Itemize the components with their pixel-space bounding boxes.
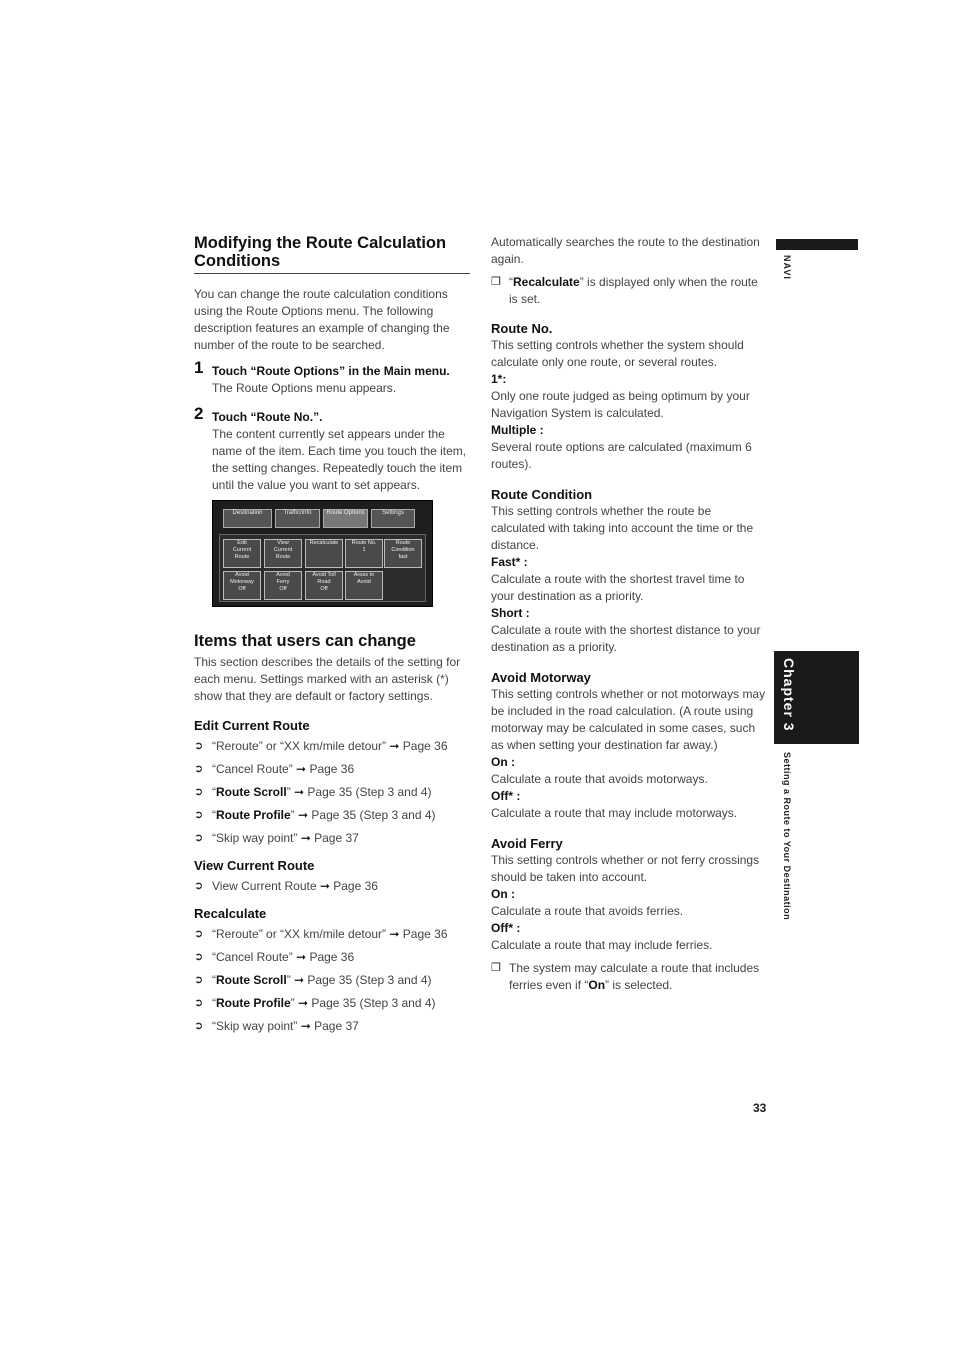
recalc-note — [491, 274, 767, 308]
reference-text: View Current Route — [212, 879, 320, 893]
reference-item — [194, 878, 470, 895]
page-arrow-icon: ➞ — [296, 762, 307, 776]
tab-destination: Destination — [223, 509, 272, 528]
page-reference: Page 37 — [310, 1019, 359, 1033]
page-reference: Page 35 (Step 3 and 4) — [304, 973, 432, 987]
note-icon: ❒ — [491, 962, 501, 974]
reference-arrow-icon: ➲ — [194, 880, 204, 892]
reference-item — [194, 830, 470, 847]
navi-label: NAVI — [782, 255, 792, 280]
left-column — [194, 234, 470, 1041]
tab-route-options: Route Options — [323, 509, 368, 528]
reference-item — [194, 784, 470, 801]
avoid-motorway-heading: Avoid Motorway — [491, 670, 591, 685]
intro-paragraph: You can change the route calculation conditions using the Route Options menu. The following description features an example of changing the number of the route to be searched. — [194, 287, 450, 352]
reference-bold-text: Route Profile — [216, 996, 291, 1010]
reference-item — [194, 995, 470, 1012]
reference-bold-text: Route Profile — [216, 808, 291, 822]
reference-text: ” — [290, 996, 299, 1010]
reference-text: “ — [212, 973, 216, 987]
step-description: The content currently set appears under the name of the item. Each time you touch the item, the setting changes. Repeatedly touch the item until the value you want to set appears. — [212, 427, 467, 492]
option-label: Off* : — [491, 921, 521, 935]
page-arrow-icon: ➞ — [294, 785, 305, 799]
reference-text: ” — [286, 973, 295, 987]
step-title: Touch “Route Options” in the Main menu. — [212, 364, 450, 378]
page-arrow-icon: ➞ — [296, 950, 307, 964]
avoid-ferry-description: This setting controls whether or not ferry crossings should be taken into account. — [491, 853, 760, 884]
note-icon: ❒ — [491, 276, 501, 288]
page-arrow-icon: ➞ — [389, 927, 400, 941]
option-label: Multiple : — [491, 423, 544, 437]
note-text: ” is displayed only when the route is set. — [509, 275, 758, 306]
avoid-motorway-description: This setting controls whether or not motorways may be included in the road calculation. (A route using motorway may be calculated in some cases, such as when setting your destination far away.) — [491, 687, 766, 752]
route-no-description: This setting controls whether the system should calculate only one route, or several routes. — [491, 338, 744, 369]
reference-text: “ — [212, 785, 216, 799]
route-condition-description: This setting controls whether the route be calculated with taking into account the time or the distance. — [491, 504, 754, 552]
page-reference: Page 36 — [399, 739, 448, 753]
page-reference: Page 35 (Step 3 and 4) — [308, 808, 436, 822]
section-heading: Modifying the Route Calculation Conditions — [194, 234, 470, 274]
option-description: Only one route judged as being optimum by your Navigation System is calculated. — [491, 389, 750, 420]
option-label: On : — [491, 755, 515, 769]
route-condition-button: Route Condition fast — [384, 539, 422, 568]
reference-text: ” — [290, 808, 299, 822]
note-text: “ — [509, 275, 513, 289]
avoid-ferry-button: Avoid Ferry Off — [264, 571, 302, 600]
reference-arrow-icon: ➲ — [194, 740, 204, 752]
section-side-title: Setting a Route to Your Destination — [782, 752, 792, 921]
step-2 — [194, 404, 470, 607]
reference-item — [194, 949, 470, 966]
page-reference: Page 36 — [399, 927, 448, 941]
avoid-motorway-button: Avoid Motorway Off — [223, 571, 261, 600]
step-number: 1 — [194, 358, 204, 377]
reference-item — [194, 972, 470, 989]
page-reference: Page 36 — [306, 762, 355, 776]
step-number: 2 — [194, 404, 204, 423]
option-label: Off* : — [491, 789, 521, 803]
step-1 — [194, 358, 470, 397]
page-arrow-icon: ➞ — [319, 879, 330, 893]
reference-arrow-icon: ➲ — [194, 763, 204, 775]
avoid-ferry-heading: Avoid Ferry — [491, 836, 563, 851]
areas-to-avoid-button: Areas to Avoid — [345, 571, 383, 600]
tab-traffic-info: Traffic/Info — [275, 509, 320, 528]
view-current-route-button: View Current Route — [264, 539, 302, 568]
route-condition-heading: Route Condition — [491, 487, 593, 502]
reference-arrow-icon: ➲ — [194, 928, 204, 940]
right-column — [491, 234, 767, 994]
option-description: Calculate a route that avoids motorways. — [491, 772, 708, 786]
option-description: Calculate a route with the shortest travel time to your destination as a priority. — [491, 572, 745, 603]
navi-bar — [776, 239, 858, 250]
reference-item — [194, 926, 470, 943]
option-description: Calculate a route that may include ferries. — [491, 938, 713, 952]
edit-refs-list — [194, 738, 470, 847]
option-label: On : — [491, 887, 515, 901]
option-description: Calculate a route with the shortest distance to your destination as a priority. — [491, 623, 761, 654]
page-reference: Page 37 — [310, 831, 359, 845]
route-options-screen — [212, 500, 433, 607]
route-no-button: Route No. 1 — [345, 539, 383, 568]
note-bold: On — [588, 978, 606, 992]
items-heading: Items that users can change — [194, 632, 416, 650]
reference-item — [194, 807, 470, 824]
recalculate-button: Recalculate — [305, 539, 343, 568]
reference-item — [194, 761, 470, 778]
reference-text: “Cancel Route” — [212, 762, 297, 776]
edit-current-route-button: Edit Current Route — [223, 539, 261, 568]
reference-arrow-icon: ➲ — [194, 951, 204, 963]
option-label: Short : — [491, 606, 530, 620]
note-bold: Recalculate — [513, 275, 580, 289]
page-reference: Page 36 — [306, 950, 355, 964]
items-intro: This section describes the details of the setting for each menu. Settings marked with an asterisk (*) show that they are default or factory settings. — [194, 655, 461, 703]
reference-arrow-icon: ➲ — [194, 786, 204, 798]
page-arrow-icon: ➞ — [294, 973, 305, 987]
edit-current-route-heading: Edit Current Route — [194, 718, 310, 733]
ferry-note — [491, 960, 767, 994]
avoid-toll-road-button: Avoid Toll Road Off — [305, 571, 343, 600]
note-text: ” is selected. — [605, 978, 673, 992]
reference-text: “Reroute” or “XX km/mile detour” — [212, 927, 390, 941]
reference-arrow-icon: ➲ — [194, 832, 204, 844]
reference-text: “Cancel Route” — [212, 950, 297, 964]
route-no-heading: Route No. — [491, 321, 553, 336]
reference-text: “ — [212, 808, 216, 822]
view-current-route-heading: View Current Route — [194, 858, 315, 873]
reference-item — [194, 738, 470, 755]
note-text: The system may calculate a route that includes ferries even if “ — [509, 961, 760, 992]
page-reference: Page 35 (Step 3 and 4) — [308, 996, 436, 1010]
reference-arrow-icon: ➲ — [194, 809, 204, 821]
reference-text: “Skip way point” — [212, 1019, 301, 1033]
reference-text: ” — [286, 785, 295, 799]
reference-arrow-icon: ➲ — [194, 997, 204, 1009]
reference-text: “Skip way point” — [212, 831, 301, 845]
chapter-label: Chapter 3 — [781, 658, 797, 732]
reference-text: “ — [212, 996, 216, 1010]
step-title: Touch “Route No.”. — [212, 410, 323, 424]
page-arrow-icon: ➞ — [389, 739, 400, 753]
reference-item — [194, 1018, 470, 1035]
reference-bold-text: Route Scroll — [216, 973, 287, 987]
reference-arrow-icon: ➲ — [194, 974, 204, 986]
recalc-description: Automatically searches the route to the destination again. — [491, 235, 760, 266]
step-description: The Route Options menu appears. — [212, 381, 397, 395]
recalculate-heading: Recalculate — [194, 906, 267, 921]
page-arrow-icon: ➞ — [300, 831, 311, 845]
page-number: 33 — [753, 1101, 767, 1115]
tab-settings: Settings — [371, 509, 415, 528]
page-arrow-icon: ➞ — [298, 808, 309, 822]
page-reference: Page 36 — [329, 879, 378, 893]
page-reference: Page 35 (Step 3 and 4) — [304, 785, 432, 799]
recalc-refs-list — [194, 926, 470, 1035]
option-description: Calculate a route that avoids ferries. — [491, 904, 684, 918]
reference-bold-text: Route Scroll — [216, 785, 287, 799]
page-arrow-icon: ➞ — [300, 1019, 311, 1033]
page-arrow-icon: ➞ — [298, 996, 309, 1010]
reference-arrow-icon: ➲ — [194, 1020, 204, 1032]
option-description: Calculate a route that may include motorways. — [491, 806, 738, 820]
view-refs-list — [194, 878, 470, 895]
reference-text: “Reroute” or “XX km/mile detour” — [212, 739, 390, 753]
option-label: 1*: — [491, 372, 507, 386]
option-description: Several route options are calculated (maximum 6 routes). — [491, 440, 752, 471]
option-label: Fast* : — [491, 555, 528, 569]
